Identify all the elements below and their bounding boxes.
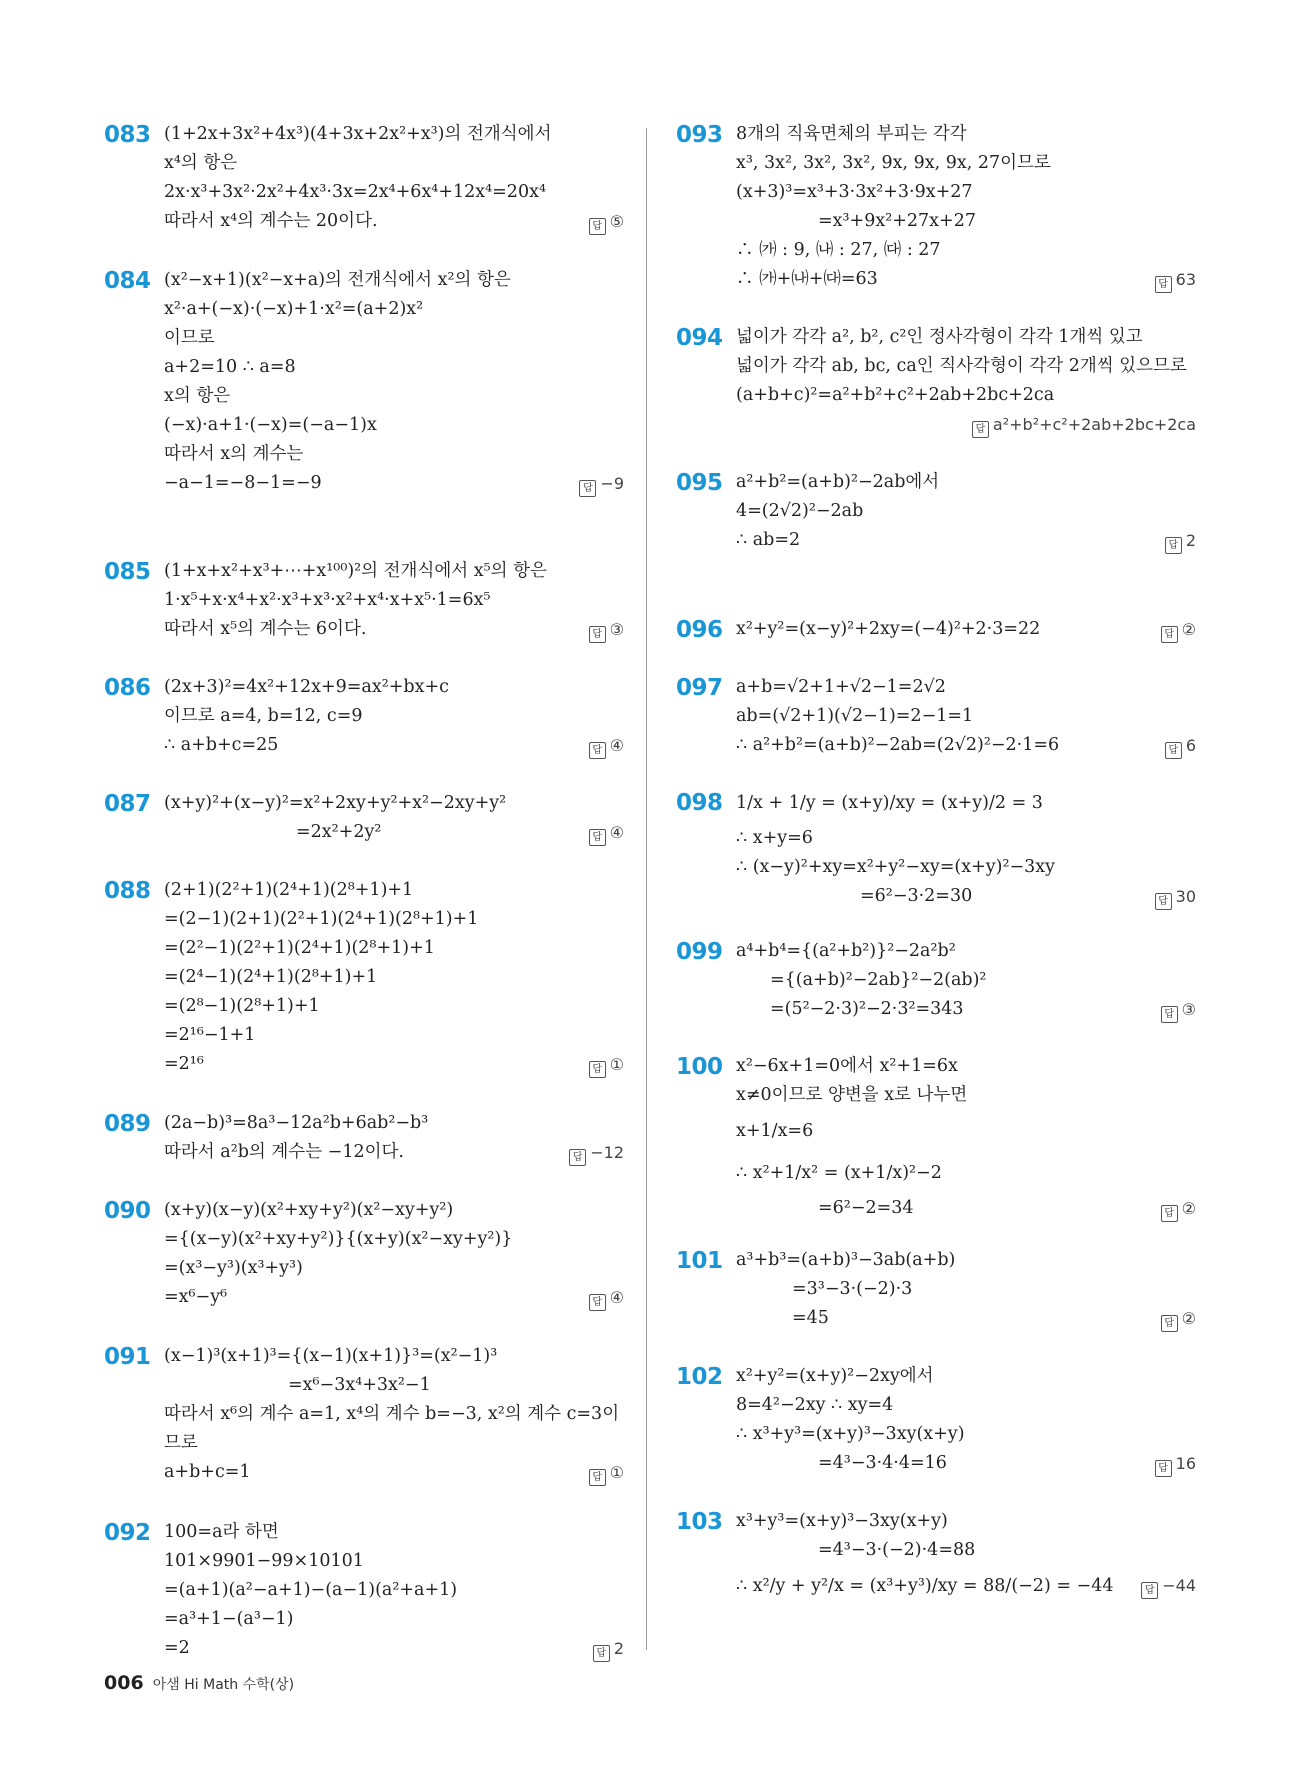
problem-number: 095 [676, 470, 723, 496]
problem-number: 098 [676, 790, 723, 816]
answer-icon: 답 [569, 1149, 586, 1166]
solution-line: =x³+9x²+27x+27 [818, 211, 976, 231]
solution-line: ={(x−y)(x²+xy+y²)}{(x+y)(x²−xy+y²)} [164, 1229, 513, 1249]
answer: 답 ④ [589, 1283, 624, 1312]
solution-line: =(2⁸−1)(2⁸+1)+1 [164, 996, 320, 1016]
answer: 답 2 [593, 1634, 624, 1663]
answer-icon: 답 [1161, 1315, 1178, 1332]
page-number: 006 [104, 1672, 144, 1694]
solution-line: (x+y)²+(x−y)²=x²+2xy+y²+x²−2xy+y² [164, 793, 507, 813]
answer: 답 −9 [579, 469, 624, 498]
solution-line: 따라서 x⁶의 계수 a=1, x⁴의 계수 b=−3, x²의 계수 c=3이 [164, 1404, 620, 1424]
column-divider [646, 128, 647, 1650]
solution-line: ∴ x²/y + y²/x = (x³+y³)/xy = 88/(−2) = −44 답 −44 [736, 1565, 1196, 1607]
problem-number: 084 [104, 268, 151, 294]
solution-line: (x−1)³(x+1)³={(x−1)(x+1)}³=(x²−1)³ [164, 1346, 498, 1366]
solution-line: 1/x + 1/y = (x+y)/xy = (x+y)/2 = 3 [736, 793, 1043, 813]
solution-line: 따라서 a²b의 계수는 −12이다. 답 −12 [164, 1138, 624, 1167]
answer-icon: 답 [1155, 1460, 1172, 1477]
book-title: 아샘 Hi Math 수학(상) [152, 1677, 295, 1693]
answer: 답 ① [589, 1458, 624, 1487]
solution-line: 므로 [164, 1433, 198, 1453]
solution-line: 1·x⁵+x·x⁴+x²·x³+x³·x²+x⁴·x+x⁵·1=6x⁵ [164, 590, 491, 610]
solution-line: =(5²−2·3)²−2·3²=343 답 ③ [736, 995, 1196, 1024]
solution-line: (2+1)(2²+1)(2⁴+1)(2⁸+1)+1 [164, 880, 414, 900]
solution-line: a+2=10 ∴ a=8 [164, 357, 296, 377]
solution-line: ∴ ㈎ : 9, ㈏ : 27, ㈐ : 27 [736, 240, 941, 260]
answer: 답 −44 [1141, 1565, 1196, 1607]
solution-line: =2¹⁶−1+1 [164, 1025, 256, 1045]
solution-line: ∴ a+b+c=25 답 ④ [164, 731, 624, 760]
solution-line: 4=(2√2)²−2ab [736, 501, 864, 521]
solution-line: =6²−3·2=30 답 30 [736, 882, 1196, 911]
solution-line: =45 답 ② [736, 1304, 1196, 1333]
problem-number: 088 [104, 878, 151, 904]
solution-line: x의 항은 [164, 386, 231, 406]
solution-line: (a+b+c)²=a²+b²+c²+2ab+2bc+2ca [736, 385, 1055, 405]
solution-line: a²+b²=(a+b)²−2ab에서 [736, 472, 940, 492]
solution-line: (x+3)³=x³+3·3x²+3·9x+27 [736, 182, 973, 202]
answer-icon: 답 [589, 1294, 606, 1311]
problem-number: 089 [104, 1111, 151, 1137]
solution-line: =x⁶−y⁶ 답 ④ [164, 1283, 624, 1312]
answer: 답 ④ [589, 731, 624, 760]
answer-icon: 답 [589, 218, 606, 235]
solution-line: =(x³−y³)(x³+y³) [164, 1258, 303, 1278]
answer-icon: 답 [1155, 893, 1172, 910]
solution-line: x²·a+(−x)·(−x)+1·x²=(a+2)x² [164, 299, 424, 319]
answer-icon: 답 [589, 742, 606, 759]
answer: 답 16 [1155, 1449, 1196, 1478]
solution-line: ∴ ㈎+㈏+㈐=63 답 63 [736, 265, 1196, 294]
solution-line [736, 410, 1196, 439]
solution-line: =2 답 2 [164, 1634, 624, 1663]
solution-line: =4³−3·4·4=16 답 16 [736, 1449, 1196, 1478]
solution-line: (−x)·a+1·(−x)=(−a−1)x [164, 415, 377, 435]
solution-line: 넓이가 각각 ab, bc, ca인 직사각형이 각각 2개씩 있으므로 [736, 356, 1187, 376]
solution-line: 8=4²−2xy ∴ xy=4 [736, 1395, 894, 1415]
answer: 답 2 [1165, 526, 1196, 555]
problem-number: 102 [676, 1364, 723, 1390]
answer: 답 ① [589, 1050, 624, 1079]
solution-line: ∴ a²+b²=(a+b)²−2ab=(2√2)²−2·1=6 답 6 [736, 731, 1196, 760]
answer: 답 a²+b²+c²+2ab+2bc+2ca [972, 410, 1196, 439]
solution-line: −a−1=−8−1=−9 답 −9 [164, 469, 624, 498]
solution-line: 2x·x³+3x²·2x²+4x³·3x=2x⁴+6x⁴+12x⁴=20x⁴ [164, 182, 546, 202]
solution-line: =(2−1)(2+1)(2²+1)(2⁴+1)(2⁸+1)+1 [164, 909, 479, 929]
problem-number: 099 [676, 939, 723, 965]
answer-icon: 답 [1141, 1582, 1158, 1599]
solution-line: (x+y)(x−y)(x²+xy+y²)(x²−xy+y²) [164, 1200, 454, 1220]
solution-line: (1+2x+3x²+4x³)(4+3x+2x²+x³)의 전개식에서 [164, 124, 552, 144]
problem-number: 091 [104, 1344, 151, 1370]
solution-line: ∴ (x−y)²+xy=x²+y²−xy=(x+y)²−3xy [736, 857, 1056, 877]
problem-number: 090 [104, 1198, 151, 1224]
answer: 답 ③ [1161, 995, 1196, 1024]
solution-line: 넓이가 각각 a², b², c²인 정사각형이 각각 1개씩 있고 [736, 327, 1143, 347]
answer-icon: 답 [1161, 1006, 1178, 1023]
solution-line: x⁴의 항은 [164, 153, 238, 173]
solution-line: x≠0이므로 양변을 x로 나누면 [736, 1085, 968, 1105]
solution-line: (2x+3)²=4x²+12x+9=ax²+bx+c [164, 677, 449, 697]
problem-number: 094 [676, 325, 723, 351]
solution-line: ={(a+b)²−2ab}²−2(ab)² [770, 970, 987, 990]
solution-line: a+b=√2+1+√2−1=2√2 [736, 677, 946, 697]
problem-number: 103 [676, 1509, 723, 1535]
solution-line: ∴ x+y=6 [736, 828, 813, 848]
solution-line: ab=(√2+1)(√2−1)=2−1=1 [736, 706, 974, 726]
solution-line: 따라서 x의 계수는 [164, 444, 304, 464]
answer: 답 ② [1161, 615, 1196, 644]
problem-number: 093 [676, 122, 723, 148]
solution-line: =2x²+2y² 답 ④ [164, 818, 624, 847]
solution-line: 따라서 x⁵의 계수는 6이다. 답 ③ [164, 615, 624, 644]
solution-line: 8개의 직육면체의 부피는 각각 [736, 124, 967, 144]
solution-line: 따라서 x⁴의 계수는 20이다. 답 ⑤ [164, 207, 624, 236]
solution-line: =4³−3·(−2)·4=88 [818, 1540, 976, 1560]
solution-line: 100=a라 하면 [164, 1522, 279, 1542]
page-footer [104, 1672, 294, 1694]
solution-line: x+1/x=6 [736, 1121, 814, 1141]
solution-line: ∴ x³+y³=(x+y)³−3xy(x+y) [736, 1424, 965, 1444]
solution-line: x²−6x+1=0에서 x²+1=6x [736, 1056, 958, 1076]
answer: 답 6 [1165, 731, 1196, 760]
solution-line: (1+x+x²+x³+⋯+x¹⁰⁰)²의 전개식에서 x⁵의 항은 [164, 561, 547, 581]
solution-line: =2¹⁶ 답 ① [164, 1050, 624, 1079]
answer: 답 ② [1161, 1304, 1196, 1333]
answer: 답 ④ [589, 818, 624, 847]
solution-line: =(2⁴−1)(2⁴+1)(2⁸+1)+1 [164, 967, 378, 987]
answer-icon: 답 [1155, 276, 1172, 293]
problem-number: 087 [104, 791, 151, 817]
answer: 답 −12 [569, 1138, 624, 1167]
answer-icon: 답 [1161, 1205, 1178, 1222]
answer-icon: 답 [1165, 742, 1182, 759]
solution-line: =(a+1)(a²−a+1)−(a−1)(a²+a+1) [164, 1580, 458, 1600]
answer: 답 ② [1161, 1194, 1196, 1223]
answer-icon: 답 [579, 480, 596, 497]
solution-line: =6²−2=34 답 ② [736, 1194, 1196, 1223]
solution-line: =3³−3·(−2)·3 [792, 1279, 913, 1299]
solution-line: x²+y²=(x+y)²−2xy에서 [736, 1366, 934, 1386]
solution-line: 이므로 [164, 328, 215, 348]
solution-line: 이므로 a=4, b=12, c=9 [164, 706, 363, 726]
problem-number: 097 [676, 675, 723, 701]
answer: 답 63 [1155, 265, 1196, 294]
solution-line: ∴ ab=2 답 2 [736, 526, 1196, 555]
problem-number: 092 [104, 1520, 151, 1546]
solution-line: x²+y²=(x−y)²+2xy=(−4)²+2·3=22 답 ② [736, 615, 1196, 644]
problem-number: 101 [676, 1248, 723, 1274]
answer: 답 30 [1155, 882, 1196, 911]
problem-number: 086 [104, 675, 151, 701]
solution-line: x³+y³=(x+y)³−3xy(x+y) [736, 1511, 948, 1531]
solution-line: =(2²−1)(2²+1)(2⁴+1)(2⁸+1)+1 [164, 938, 435, 958]
solution-line: x³, 3x², 3x², 3x², 9x, 9x, 9x, 27이므로 [736, 153, 1051, 173]
solution-line: =x⁶−3x⁴+3x²−1 [288, 1375, 431, 1395]
answer-icon: 답 [1161, 626, 1178, 643]
answer-icon: 답 [589, 626, 606, 643]
answer-icon: 답 [1165, 537, 1182, 554]
problem-number: 085 [104, 559, 151, 585]
answer-icon: 답 [972, 421, 989, 438]
answer-icon: 답 [589, 829, 606, 846]
solution-line: a⁴+b⁴={(a²+b²)}²−2a²b² [736, 941, 956, 961]
problem-number: 083 [104, 122, 151, 148]
problem-number: 100 [676, 1054, 723, 1080]
answer-icon: 답 [593, 1645, 610, 1662]
answer: 답 ⑤ [589, 207, 624, 236]
solution-line: a³+b³=(a+b)³−3ab(a+b) [736, 1250, 956, 1270]
solution-line: ∴ x²+1/x² = (x+1/x)²−2 [736, 1163, 942, 1183]
answer-icon: 답 [589, 1061, 606, 1078]
solution-line: a+b+c=1 답 ① [164, 1458, 624, 1487]
solution-line: =a³+1−(a³−1) [164, 1609, 294, 1629]
solution-line: 101×9901−99×10101 [164, 1551, 364, 1571]
answer: 답 ③ [589, 615, 624, 644]
answer-icon: 답 [589, 1469, 606, 1486]
solution-line: (2a−b)³=8a³−12a²b+6ab²−b³ [164, 1113, 429, 1133]
solution-line: (x²−x+1)(x²−x+a)의 전개식에서 x²의 항은 [164, 270, 511, 290]
problem-number: 096 [676, 617, 723, 643]
